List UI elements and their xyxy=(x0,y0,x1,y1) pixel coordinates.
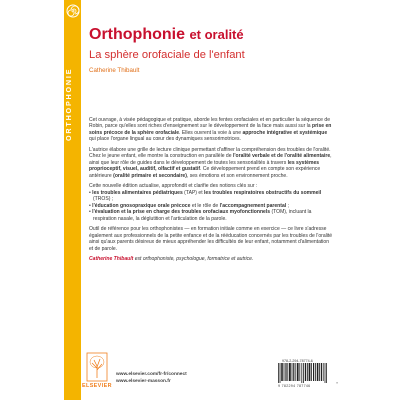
isbn-label: 978-2-294-78774-6 xyxy=(282,359,313,363)
corner-mark: ≡ xyxy=(336,381,339,385)
publisher-url[interactable]: www.elsevier-masson.fr xyxy=(116,379,171,384)
book-back-cover xyxy=(64,0,340,400)
emphasis: l'oralité verbale et de l'oralité alimentaire xyxy=(232,153,331,160)
title-main: Orthophonie xyxy=(89,26,190,43)
emphasis: approche intégrative et systémique xyxy=(242,129,328,136)
book-title xyxy=(89,26,244,44)
elsevier-tree-logo-icon xyxy=(86,352,108,382)
spiral-icon xyxy=(64,2,81,19)
title-light: et oralité xyxy=(189,27,244,42)
emphasis: prise en soins précoce de la sphère orofaciale xyxy=(89,123,332,136)
barcode-number: 9 782294 787746 xyxy=(278,384,311,388)
barcode-icon xyxy=(278,363,328,383)
emphasis: (oralité primaire et secondaire) xyxy=(113,172,187,179)
key-topics-list xyxy=(89,190,333,222)
emphasis: les systèmes proprioceptif, visuel, auditif, olfactif et gustatif xyxy=(89,159,320,173)
paragraph-intro: Cet ouvrage, à visée pédagogique et pratique, aborde les fentes orofaciales et en particulier la séquence de Robin, parce qu'elles sont riches d'enseignement sur le développement de la face mais aussi sur la prise en soins précoce de la sphère orofaciale. Elles ouvrent la voie à une approche intégrative et systémique qui place l'organe lingual au cœur des dynamiques sensorimotrices. xyxy=(89,117,332,143)
list-item: • les troubles alimentaires pédiatriques (TAP) et les troubles respiratoires obstructifs du sommeil (TROS) ; xyxy=(89,189,322,203)
series-spine-band xyxy=(64,0,81,400)
list-item: • l'évaluation et la prise en charge des troubles orofaciaux myofonctionnels (TOM), incluant la respiration nasale, la déglutition et l'articulation de la parole. xyxy=(89,209,312,222)
publisher-name: ELSEVIER xyxy=(82,383,112,389)
book-subtitle: La sphère orofaciale de l'enfant xyxy=(89,49,245,61)
paragraph-grid: L'autrice élabore une grille de lecture clinique permettant d'affiner la compréhension des troubles de l'oralité. Chez le jeune enfant, elle montre la construction en parallèle de l'oralité verbale et de l'oralité alimentaire, ainsi que leur rôle de guides dans le développement de toutes les sensorialités à travers les systèmes proprioceptif, visuel, auditif, olfactif et gustatif. Ce développement prend en compte son expérience antérieure (oralité primaire et secondaire), ses émotions et son environnement proche. xyxy=(89,147,332,179)
paragraph-edition: Cette nouvelle édition actualise, approfondit et clarifie des notions clés sur : xyxy=(89,183,258,190)
bio-author-name: Catherine Thibault xyxy=(89,256,134,263)
series-name: ORTHOPHONIE xyxy=(64,67,73,141)
description-text xyxy=(89,117,333,267)
list-item: • l'éducation gnosopraxique orale précoce et le rôle de l'accompagnement parental ; xyxy=(89,202,289,209)
paragraph-audience: Outil de référence pour les orthophonistes — en formation initiale comme en exercice — ce livre s'adresse également aux professionnels de la petite enfance et de la rééducation concernés par les troubles de l'oralité ainsi qu'aux parents désireux de mieux appréhender les difficultés de leur enfant, notamment d'alimentation et de parole. xyxy=(89,226,333,252)
publisher-url[interactable]: www.elsevier.com/fr-fr/connect xyxy=(116,372,187,377)
author-bio: Catherine Thibault est orthophoniste, psychologue, formatrice et autrice. xyxy=(89,256,254,263)
author-name: Catherine Thibault xyxy=(89,67,140,74)
